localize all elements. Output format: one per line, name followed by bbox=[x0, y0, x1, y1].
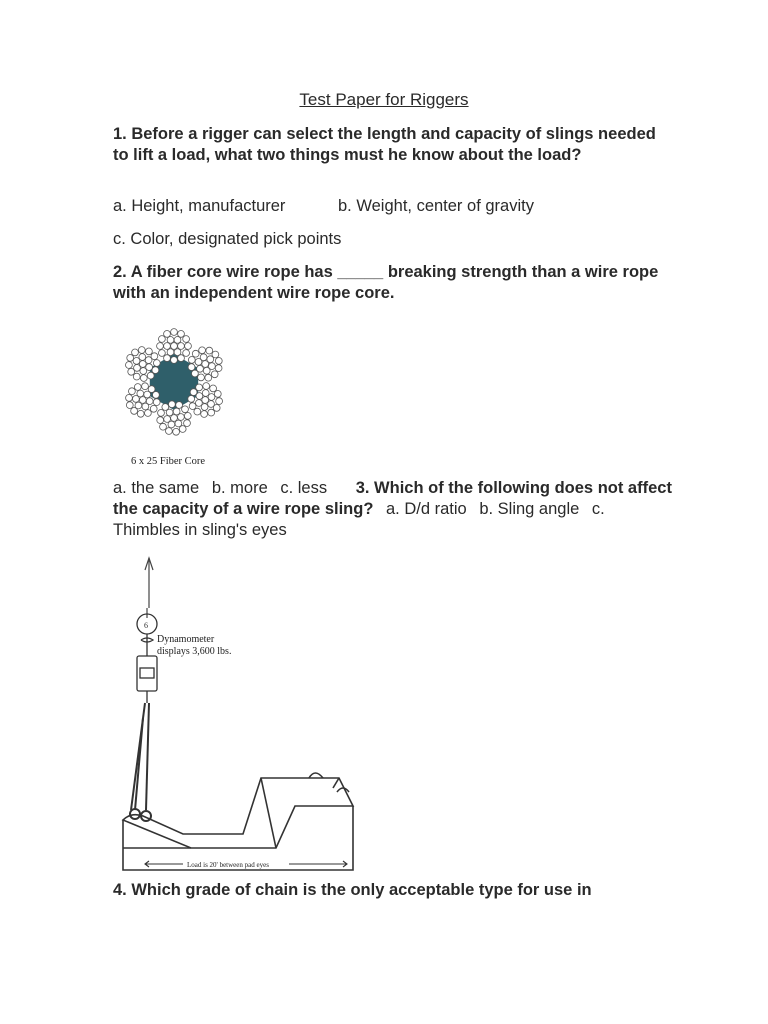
question-2-3-block bbox=[113, 478, 673, 541]
wire-strand bbox=[189, 403, 196, 410]
wire-strand bbox=[133, 373, 140, 380]
wire-strand bbox=[192, 350, 199, 357]
wire-strand bbox=[216, 398, 223, 405]
wire-strand bbox=[164, 343, 171, 350]
fiber-core-rope-figure bbox=[113, 316, 235, 468]
wire-strand bbox=[184, 420, 191, 427]
wire-strand bbox=[215, 365, 222, 372]
wire-strand bbox=[128, 368, 135, 375]
dynamometer-lift-figure bbox=[113, 548, 368, 878]
wire-strand bbox=[203, 367, 210, 374]
svg-text:6: 6 bbox=[144, 621, 148, 630]
dynamometer-label-line1: Dynamometer bbox=[157, 634, 215, 645]
wire-strand bbox=[157, 343, 164, 350]
wire-strand bbox=[208, 394, 215, 401]
dynamometer-icon bbox=[137, 614, 157, 703]
q2-option-b: b. more bbox=[211, 479, 268, 497]
wire-strand bbox=[210, 385, 217, 392]
page-title: Test Paper for Riggers bbox=[299, 90, 469, 109]
wire-strand bbox=[203, 383, 210, 390]
wire-strand bbox=[176, 402, 183, 409]
wire-strand bbox=[126, 362, 133, 369]
wire-strand bbox=[146, 398, 153, 405]
question-4: 4. Which grade of chain is the only acceptable type for use in bbox=[113, 881, 592, 899]
dynamometer-label-line2: displays 3,600 lbs. bbox=[157, 646, 232, 657]
wire-strand bbox=[160, 423, 167, 430]
wire-strand bbox=[194, 408, 201, 415]
wire-strand bbox=[213, 405, 220, 412]
wire-strand bbox=[131, 408, 138, 415]
q3-option-b: b. Sling angle bbox=[479, 500, 580, 518]
question-3: 3. Which of the following does not affect the capacity of a wire rope sling? bbox=[113, 479, 672, 518]
wire-strand bbox=[164, 416, 171, 423]
wire-strand bbox=[157, 417, 164, 424]
wire-strand bbox=[140, 375, 147, 382]
wire-strand bbox=[215, 358, 222, 365]
wire-strand bbox=[178, 331, 185, 338]
wire-strand bbox=[188, 396, 195, 403]
wire-strand bbox=[211, 371, 218, 378]
wire-strand bbox=[127, 355, 134, 362]
wire-strand bbox=[147, 372, 154, 379]
q1-option-b: b. Weight, center of gravity bbox=[338, 197, 534, 215]
question-1: 1. Before a rigger can select the length and capacity of slings needed to lift a load, what two things must he know about the load? bbox=[113, 125, 656, 164]
wire-strand bbox=[126, 402, 133, 409]
wire-strand bbox=[171, 329, 178, 336]
q1-option-c: c. Color, designated pick points bbox=[113, 230, 342, 248]
wire-strand bbox=[205, 374, 212, 381]
question-2: 2. A fiber core wire rope has _____ breaking strength than a wire rope with an independent wire rope core. bbox=[113, 263, 659, 302]
lift-arrow-icon bbox=[145, 558, 153, 618]
q2-option-a: a. the same bbox=[113, 479, 200, 497]
wire-strand bbox=[171, 357, 178, 364]
wire-strand bbox=[153, 399, 160, 406]
load-distance-label: Load is 20' between pad eyes bbox=[187, 861, 269, 869]
wire-strand bbox=[183, 336, 190, 343]
wire-strand bbox=[192, 370, 199, 377]
wire-strand bbox=[188, 364, 195, 371]
wire-strand bbox=[183, 350, 190, 357]
fiber-core-caption: 6 x 25 Fiber Core bbox=[131, 456, 206, 467]
wire-strand bbox=[126, 395, 133, 402]
load-block bbox=[123, 773, 353, 870]
wire-strand bbox=[152, 367, 159, 374]
wire-strand bbox=[178, 343, 185, 350]
wire-strand bbox=[162, 404, 169, 411]
wire-strand bbox=[212, 351, 219, 358]
wire-strand bbox=[188, 357, 195, 364]
question-1-options-row bbox=[113, 196, 673, 217]
wire-strand bbox=[164, 331, 171, 338]
wire-strand bbox=[146, 364, 153, 371]
wire-strand bbox=[178, 355, 185, 362]
wire-strand bbox=[196, 400, 203, 407]
q3-option-c: c. Thimbles in sling's eyes bbox=[113, 500, 605, 539]
q2-option-c: c. less bbox=[280, 479, 328, 497]
wire-strand bbox=[190, 389, 197, 396]
wire-strand bbox=[171, 343, 178, 350]
wire-strand bbox=[182, 406, 189, 413]
wire-strand bbox=[196, 384, 203, 391]
wire-strand bbox=[153, 360, 160, 367]
wire-strand bbox=[129, 388, 136, 395]
wire-strand bbox=[199, 347, 206, 354]
wire-strand bbox=[198, 374, 205, 381]
wire-strand bbox=[142, 383, 149, 390]
wire-strand bbox=[138, 347, 145, 354]
wire-strand bbox=[178, 414, 185, 421]
wire-strand bbox=[151, 353, 158, 360]
wire-strand bbox=[206, 347, 213, 354]
wire-strand bbox=[166, 428, 173, 435]
wire-strand bbox=[201, 411, 208, 418]
wire-strand bbox=[137, 390, 144, 397]
wire-strand bbox=[159, 336, 166, 343]
wire-strand bbox=[137, 410, 144, 417]
wire-strand bbox=[134, 384, 141, 391]
wire-strand bbox=[146, 348, 153, 355]
wire-strand bbox=[214, 391, 221, 398]
wire-strand bbox=[200, 354, 207, 361]
wire-strand bbox=[150, 405, 157, 412]
wire-strand bbox=[173, 428, 180, 435]
wire-strand bbox=[153, 392, 160, 399]
q3-option-a: a. D/d ratio bbox=[386, 500, 467, 518]
wire-strand bbox=[148, 386, 155, 393]
wire-strand bbox=[185, 343, 192, 350]
wire-strand bbox=[179, 426, 186, 433]
wire-strand bbox=[208, 409, 215, 416]
wire-strand bbox=[159, 350, 166, 357]
wire-strand bbox=[145, 410, 152, 417]
wire-strand bbox=[164, 355, 171, 362]
wire-strand bbox=[139, 354, 146, 361]
wire-strand bbox=[158, 410, 165, 417]
q1-option-a: a. Height, manufacturer bbox=[113, 197, 286, 215]
wire-strand bbox=[169, 401, 176, 408]
wire-strand bbox=[184, 413, 191, 420]
sling-legs bbox=[130, 703, 151, 821]
wire-strand bbox=[132, 349, 139, 356]
